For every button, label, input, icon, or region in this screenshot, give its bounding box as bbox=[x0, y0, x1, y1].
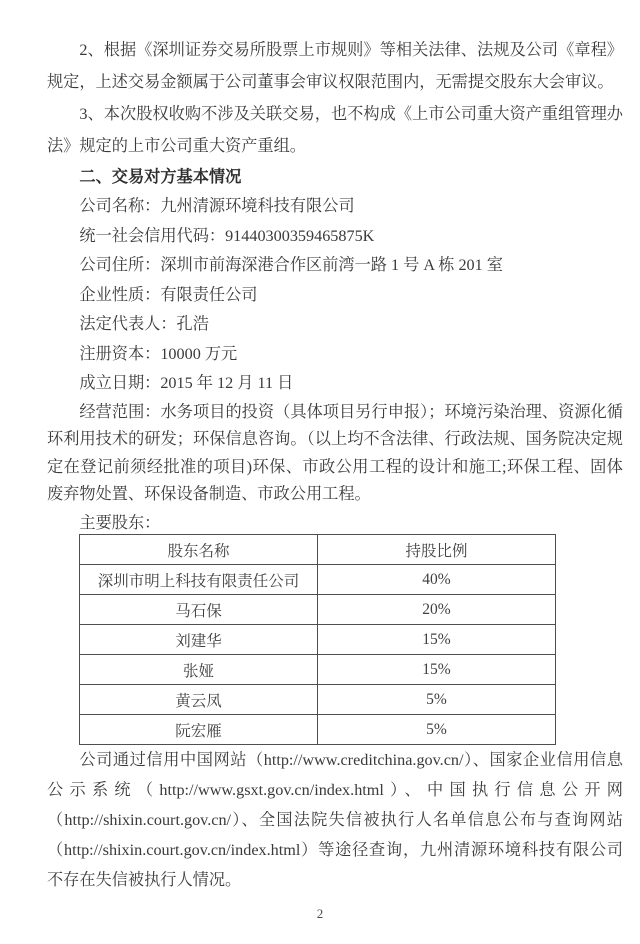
registered-capital-line: 注册资本：10000 万元 bbox=[79, 344, 238, 363]
company-address-line: 公司住所：深圳市前海深港合作区前湾一路 1 号 A 栋 201 室 bbox=[79, 256, 503, 274]
establishment-date-line: 成立日期：2015 年 12 月 11 日 bbox=[79, 374, 294, 392]
table-row bbox=[80, 565, 556, 595]
credit-code-line: 统一社会信用代码：91440300359465875K bbox=[79, 226, 375, 245]
shareholding-ratio-cell: 20% bbox=[318, 595, 556, 625]
legal-representative-line: 法定代表人：孔浩 bbox=[79, 315, 209, 333]
shareholder-name-cell: 张娅 bbox=[80, 655, 318, 685]
shareholder-name-cell: 阮宏雁 bbox=[80, 715, 318, 745]
credit-check-paragraph: 公司通过信用中国网站（http://www.creditchina.gov.cn/）、国家企业信用信息公示系统（http://www.gsxt.gov.cn/index.html）、中国执行信息公开网（http://shixin.court.gov.cn/）、全国法院失信被执行人名单信息公布与查询网站（http://shixin.court.gov.cn/index.html）等途径查询，九州清源环境科技有限公司不存在失信被执行人情况。 bbox=[47, 751, 623, 889]
section-heading-counterparty: 二、交易对方基本情况 bbox=[79, 168, 242, 186]
shareholder-name-cell: 黄云凤 bbox=[80, 685, 318, 715]
paragraph-listing-rules: 2、根据《深圳证券交易所股票上市规则》等相关法律、法规及公司《章程》规定，上述交易金额属于公司董事会审议权限范围内，无需提交股东大会审议。 bbox=[47, 41, 623, 91]
shareholding-ratio-cell: 15% bbox=[318, 655, 556, 685]
company-name-line: 公司名称：九州清源环境科技有限公司 bbox=[79, 197, 355, 215]
table-header-row bbox=[80, 535, 556, 565]
column-header-shareholder-name: 股东名称 bbox=[80, 535, 318, 565]
shareholder-name-cell: 马石保 bbox=[80, 595, 318, 625]
column-header-shareholding-ratio: 持股比例 bbox=[318, 535, 556, 565]
shareholding-ratio-cell: 40% bbox=[318, 565, 556, 595]
shareholder-name-cell: 深圳市明上科技有限责任公司 bbox=[80, 565, 318, 595]
paragraph-no-restructuring: 3、本次股权收购不涉及关联交易，也不构成《上市公司重大资产重组管理办法》规定的上市公司重大资产重组。 bbox=[47, 105, 623, 155]
business-scope-paragraph: 经营范围：水务项目的投资（具体项目另行申报）；环境污染治理、资源化循环利用技术的研发；环保信息咨询。（以上均不含法律、行政法规、国务院决定规定在登记前须经批准的项目)环保、市政公用工程的设计和施工;环保工程、固体废弃物处置、环保设备制造、市政公用工程。 bbox=[47, 402, 623, 503]
shareholding-ratio-cell: 5% bbox=[318, 715, 556, 745]
table-row bbox=[80, 595, 556, 625]
shareholding-ratio-cell: 5% bbox=[318, 685, 556, 715]
table-row bbox=[80, 685, 556, 715]
shareholders-table bbox=[79, 534, 556, 745]
company-type-line: 企业性质：有限责任公司 bbox=[79, 285, 258, 304]
shareholding-ratio-cell: 15% bbox=[318, 625, 556, 655]
table-row bbox=[80, 625, 556, 655]
table-row bbox=[80, 715, 556, 745]
shareholder-name-cell: 刘建华 bbox=[80, 625, 318, 655]
major-shareholders-label: 主要股东： bbox=[79, 513, 161, 532]
table-row bbox=[80, 655, 556, 685]
page-number: 2 bbox=[316, 906, 324, 921]
